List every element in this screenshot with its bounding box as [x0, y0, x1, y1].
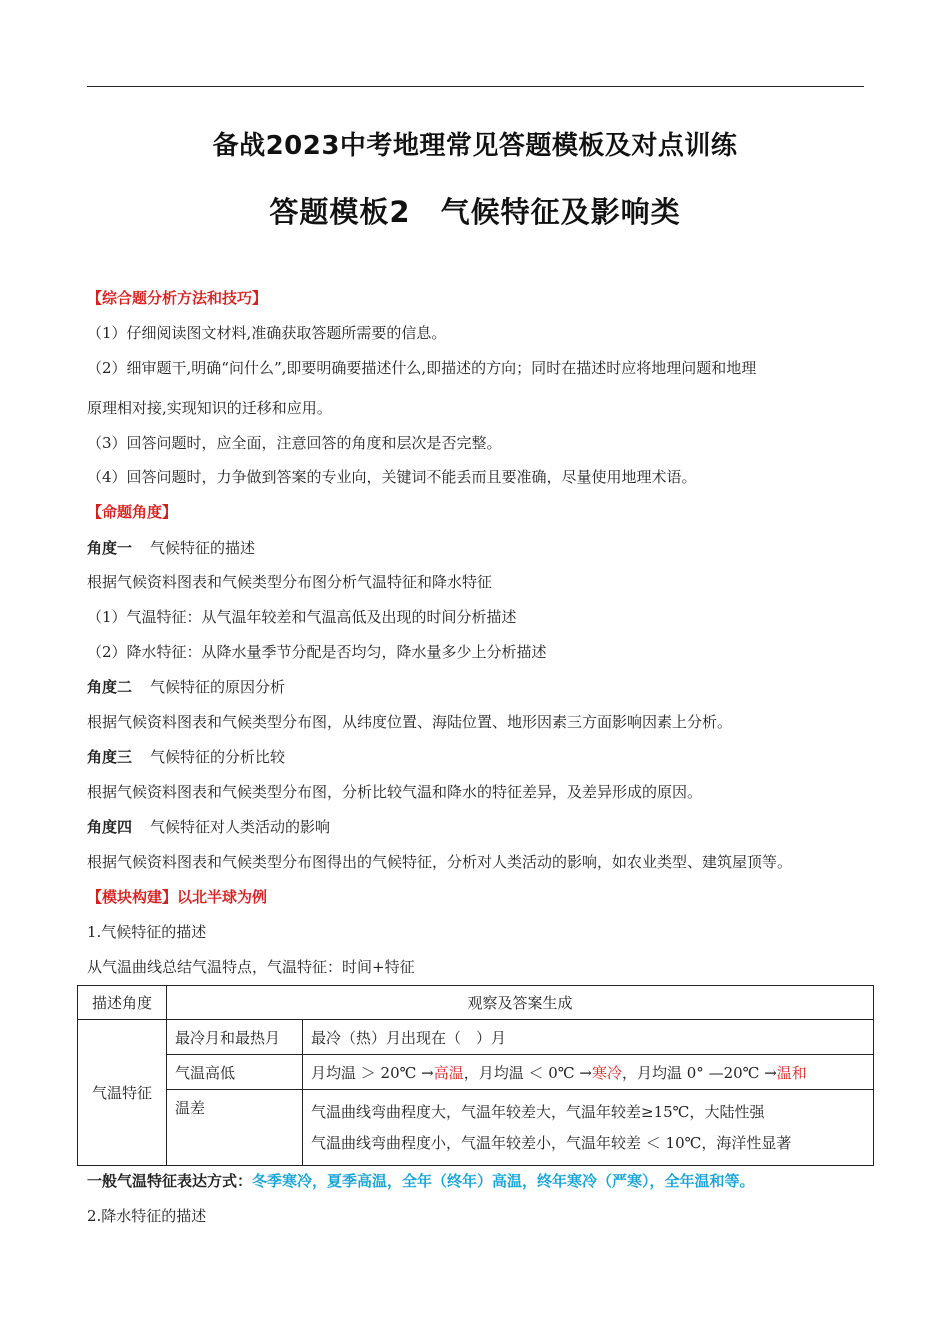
table-row-label: 最冷月和最热月 [167, 1020, 303, 1055]
angle-3-label: 角度三 [87, 748, 133, 766]
summary-line [87, 1170, 755, 1191]
table-group-temperature: 气温特征 [78, 1020, 167, 1166]
methods-item-2: （2）细审题干,明确“问什么”,即要明确要描述什么,即描述的方向；同时在描述时应将地理问题和地理 [87, 359, 757, 377]
range-large-desc: 气温曲线弯曲程度大，气温年较差大，气温年较差≥15℃，大陆性强 [311, 1103, 765, 1121]
section-1-title: 1.气候特征的描述 [87, 923, 207, 941]
table-row [78, 1020, 874, 1055]
table-row-label: 气温高低 [167, 1055, 303, 1090]
temperature-feature-table [77, 985, 874, 1166]
table-header-observation: 观察及答案生成 [167, 986, 874, 1020]
temp-rule-1: 月均温 ＞ 20℃ → [311, 1063, 434, 1082]
table-row-text [303, 1055, 874, 1090]
angle-1-title: 气候特征的描述 [150, 539, 256, 557]
angle-4-label: 角度四 [87, 818, 133, 836]
methods-item-4: （4）回答问题时，力争做到答案的专业向，关键词不能丢而且要准确，尽量使用地理术语。 [87, 468, 697, 486]
document-title: 备战2023中考地理常见答题模板及对点训练 [212, 131, 738, 161]
angle-2-label: 角度二 [87, 678, 133, 696]
module-heading: 【模块构建】以北半球为例 [87, 888, 268, 906]
table-row [78, 1090, 874, 1166]
temp-rule-2: ，月均温 ＜ 0℃ → [463, 1063, 592, 1082]
angle-2-desc: 根据气候资料图表和气候类型分布图，从纬度位置、海陆位置、地形因素三方面影响因素上分析。 [87, 713, 733, 731]
range-small-desc: 气温曲线弯曲程度小，气温年较差小，气温年较差 ＜ 10℃，海洋性显著 [311, 1134, 792, 1152]
summary-text: 冬季寒冷，夏季高温，全年（终年）高温，终年寒冷（严寒），全年温和等。 [252, 1172, 755, 1190]
angle-4-title: 气候特征对人类活动的影响 [150, 818, 331, 836]
methods-item-3: （3）回答问题时，应全面，注意回答的角度和层次是否完整。 [87, 434, 502, 452]
angles-heading: 【命题角度】 [87, 503, 178, 521]
methods-heading: 【综合题分析方法和技巧】 [87, 289, 268, 307]
temp-rule-3: ，月均温 0° —20℃ → [621, 1063, 777, 1082]
temp-hot-term: 高温 [433, 1063, 464, 1082]
table-row-text: 最冷（热）月出现在（ ）月 [303, 1020, 874, 1055]
summary-label: 一般气温特征表达方式： [87, 1172, 253, 1190]
table-header-row [78, 986, 874, 1020]
angle-2-title: 气候特征的原因分析 [150, 678, 286, 696]
angle-3-heading [87, 746, 285, 767]
temp-cold-term: 寒冷 [591, 1063, 622, 1082]
angle-1-heading [87, 537, 255, 558]
angle-3-title: 气候特征的分析比较 [150, 748, 286, 766]
methods-item-1: （1）仔细阅读图文材料,准确获取答题所需要的信息。 [87, 324, 447, 342]
angle-3-desc: 根据气候资料图表和气候类型分布图，分析比较气温和降水的特征差异，及差异形成的原因。 [87, 783, 703, 801]
table-row-label: 温差 [167, 1090, 303, 1166]
angle-1-desc: 根据气候资料图表和气候类型分布图分析气温特征和降水特征 [87, 573, 493, 591]
angle-1-label: 角度一 [87, 539, 133, 557]
section-2-title: 2.降水特征的描述 [87, 1207, 207, 1225]
angle-2-heading [87, 676, 285, 697]
angle-4-heading [87, 816, 330, 837]
methods-item-2-cont: 原理相对接,实现知识的迁移和应用。 [87, 399, 332, 417]
table-header-angle: 描述角度 [78, 986, 167, 1020]
temp-mild-term: 温和 [776, 1063, 807, 1082]
section-1-intro: 从气温曲线总结气温特点，气温特征：时间+特征 [87, 958, 415, 976]
angle-4-desc: 根据气候资料图表和气候类型分布图得出的气候特征，分析对人类活动的影响，如农业类型、建筑屋顶等。 [87, 853, 793, 871]
angle-1-point-2: （2）降水特征：从降水量季节分配是否均匀，降水量多少上分析描述 [87, 643, 547, 661]
header-rule [87, 86, 864, 87]
table-row-text [303, 1090, 874, 1166]
angle-1-point-1: （1）气温特征：从气温年较差和气温高低及出现的时间分析描述 [87, 608, 517, 626]
document-subtitle: 答题模板2 气候特征及影响类 [269, 195, 681, 229]
table-row [78, 1055, 874, 1090]
